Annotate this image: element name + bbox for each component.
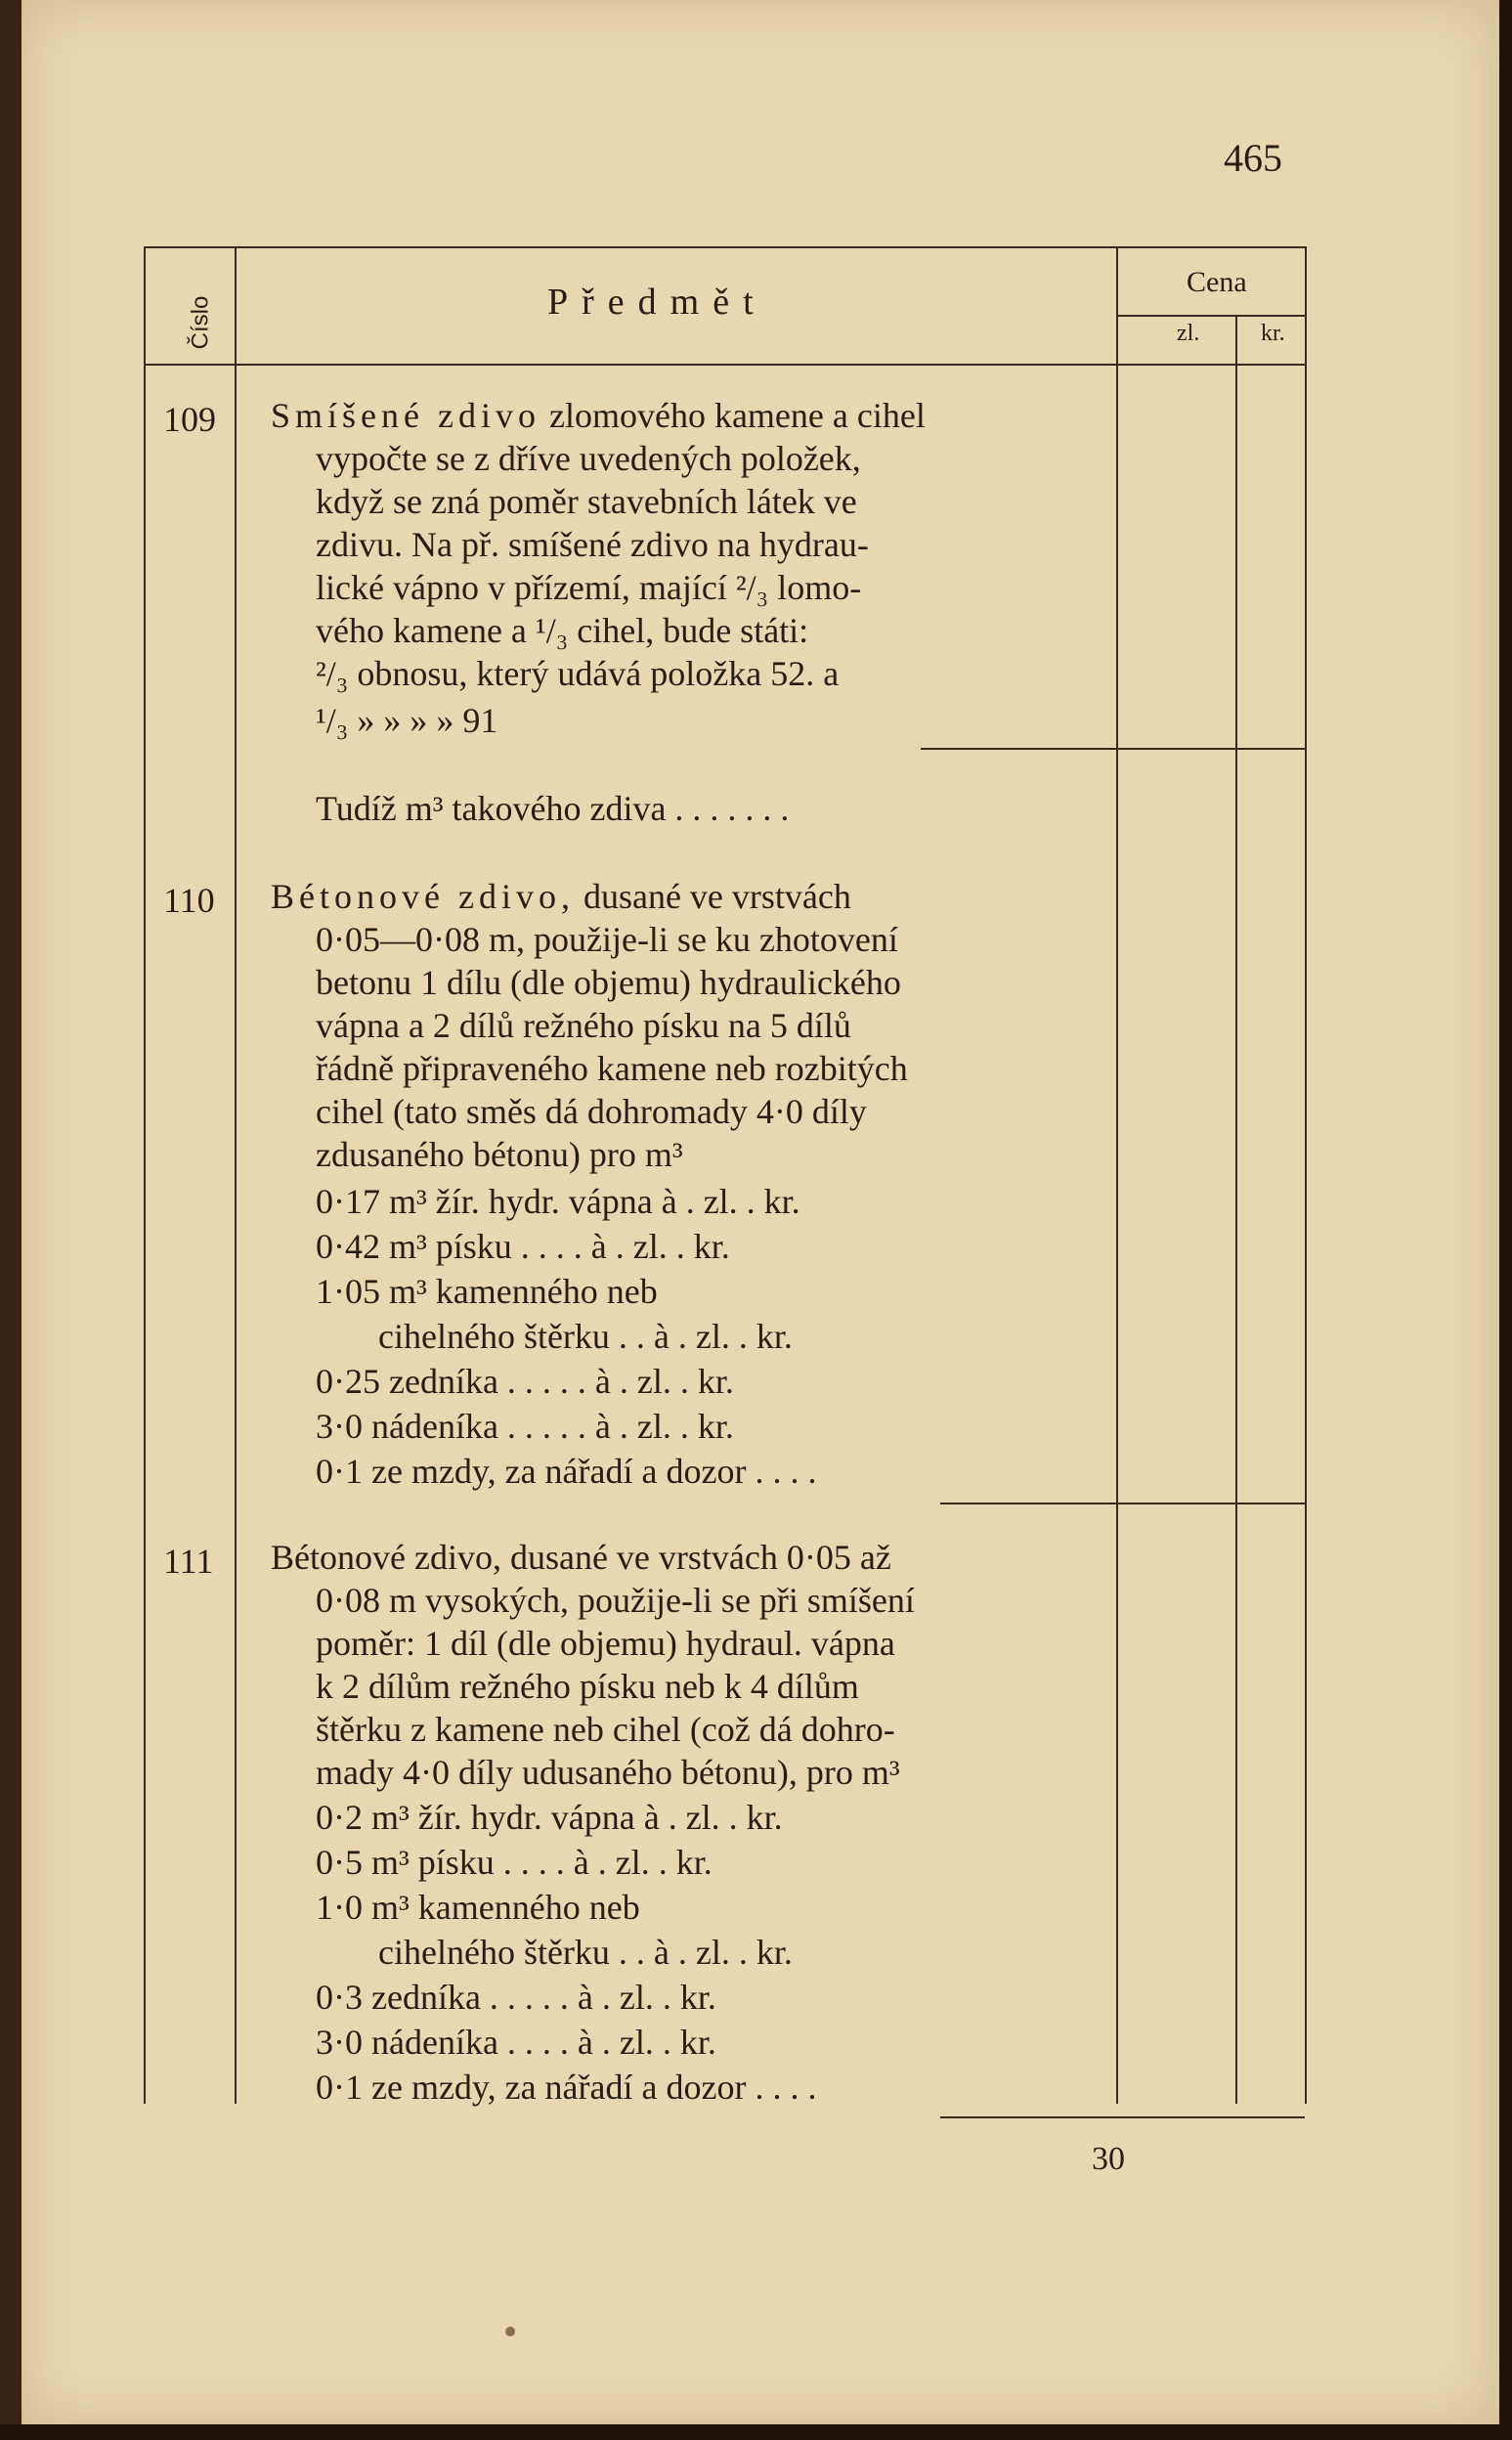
signature-mark: 30 bbox=[1092, 2141, 1125, 2177]
item-110-line7: zdusaného bétonu) pro m³ bbox=[316, 1135, 683, 1174]
item-110-line4: vápna a 2 dílů režného písku na 5 dílů bbox=[316, 1006, 851, 1045]
item-109-line2: vypočte se z dříve uvedených položek, bbox=[316, 439, 861, 478]
item-109-line3: když se zná poměr stavebních látek ve bbox=[316, 482, 857, 521]
header-kr: kr. bbox=[1261, 321, 1285, 346]
item-111-cost-1: 0·2 m³ žír. hydr. vápna à . zl. . kr. bbox=[316, 1798, 783, 1837]
page-number: 465 bbox=[1224, 136, 1282, 180]
item-number-110: 110 bbox=[163, 881, 215, 920]
item-110-cost-4: cihelného štěrku . . à . zl. . kr. bbox=[378, 1317, 793, 1356]
book-page bbox=[22, 0, 1499, 2424]
item-111-cost-6: 3·0 nádeníka . . . . à . zl. . kr. bbox=[316, 2023, 716, 2062]
item-111-cost-7: 0·1 ze mzdy, za nářadí a dozor . . . . bbox=[316, 2068, 817, 2107]
table-right-rule bbox=[1305, 246, 1307, 2104]
item-111-cost-4: cihelného štěrku . . à . zl. . kr. bbox=[378, 1933, 793, 1972]
cena-subheader-rule bbox=[1116, 315, 1305, 317]
item-111-line6: mady 4·0 díly udusaného bétonu), pro m³ bbox=[316, 1753, 900, 1792]
item-110-cost-5: 0·25 zedníka . . . . . à . zl. . kr. bbox=[316, 1362, 734, 1401]
item-111-cost-2: 0·5 m³ písku . . . . à . zl. . kr. bbox=[316, 1843, 713, 1882]
item-110-line5: řádně připraveného kamene neb rozbitých bbox=[316, 1049, 908, 1088]
header-zl: zl. bbox=[1177, 321, 1200, 346]
item-110-cost-7: 0·1 ze mzdy, za nářadí a dozor . . . . bbox=[316, 1452, 817, 1491]
item-111-line5: štěrku z kamene neb cihel (což dá dohro- bbox=[316, 1710, 895, 1749]
header-cena: Cena bbox=[1187, 266, 1247, 298]
table-left-rule bbox=[144, 246, 146, 2104]
item-number-109: 109 bbox=[163, 400, 216, 439]
item-111-sum-rule bbox=[940, 2116, 1305, 2118]
item-111-line2: 0·08 m vysokých, použije-li se při smíšení bbox=[316, 1581, 915, 1620]
item-110-line2: 0·05—0·08 m, použije-li se ku zhotovení bbox=[316, 920, 898, 959]
item-110-cost-1: 0·17 m³ žír. hydr. vápna à . zl. . kr. bbox=[316, 1182, 800, 1221]
item-109-line6: vého kamene a ¹/₃ cihel, bude státi: bbox=[316, 611, 809, 650]
item-111-cost-5: 0·3 zedníka . . . . . à . zl. . kr. bbox=[316, 1978, 716, 2017]
price-column-rule bbox=[1116, 246, 1118, 2104]
item-110-line1: Bétonové zdivo, dusané ve vrstvách bbox=[271, 877, 851, 916]
header-predmet: Předmět bbox=[547, 282, 767, 323]
item-110-line3: betonu 1 dílu (dle objemu) hydraulického bbox=[316, 963, 901, 1002]
item-110-sum-rule bbox=[940, 1503, 1305, 1504]
item-111-line3: poměr: 1 díl (dle objemu) hydraul. vápna bbox=[316, 1624, 895, 1663]
item-110-line6: cihel (tato směs dá dohromady 4·0 díly bbox=[316, 1092, 867, 1131]
item-109-line8: ¹/₃ » » » » 91 bbox=[316, 701, 498, 740]
book-spine bbox=[0, 0, 22, 2440]
item-109-line5: lické vápno v přízemí, mající ²/₃ lomo- bbox=[316, 568, 862, 607]
item-109-line4: zdivu. Na př. smíšené zdivo na hydrau- bbox=[316, 525, 869, 564]
table-top-rule bbox=[144, 246, 1307, 248]
item-109-sum-rule bbox=[921, 748, 1305, 750]
item-111-line4: k 2 dílům režného písku neb k 4 dílům bbox=[316, 1667, 859, 1706]
zl-kr-column-rule bbox=[1235, 315, 1237, 2104]
item-109-line1: Smíšené zdivo zlomového kamene a cihel bbox=[271, 396, 926, 435]
ink-dot bbox=[505, 2327, 515, 2336]
item-111-cost-3: 1·0 m³ kamenného neb bbox=[316, 1888, 640, 1927]
item-110-cost-6: 3·0 nádeníka . . . . . à . zl. . kr. bbox=[316, 1407, 734, 1446]
item-110-cost-2: 0·42 m³ písku . . . . à . zl. . kr. bbox=[316, 1227, 730, 1266]
number-column-rule bbox=[235, 246, 237, 2104]
page-bottom-edge bbox=[0, 2424, 1512, 2440]
item-111-line1: Bétonové zdivo, dusané ve vrstvách 0·05 až bbox=[271, 1538, 891, 1577]
item-110-cost-3: 1·05 m³ kamenného neb bbox=[316, 1272, 658, 1311]
table-header-rule bbox=[144, 364, 1307, 366]
item-number-111: 111 bbox=[163, 1542, 214, 1581]
header-cislo: Číslo bbox=[187, 295, 213, 350]
item-109-line7: ²/₃ obnosu, který udává položka 52. a bbox=[316, 654, 840, 693]
item-109-total: Tudíž m³ takového zdiva . . . . . . . bbox=[316, 789, 790, 828]
